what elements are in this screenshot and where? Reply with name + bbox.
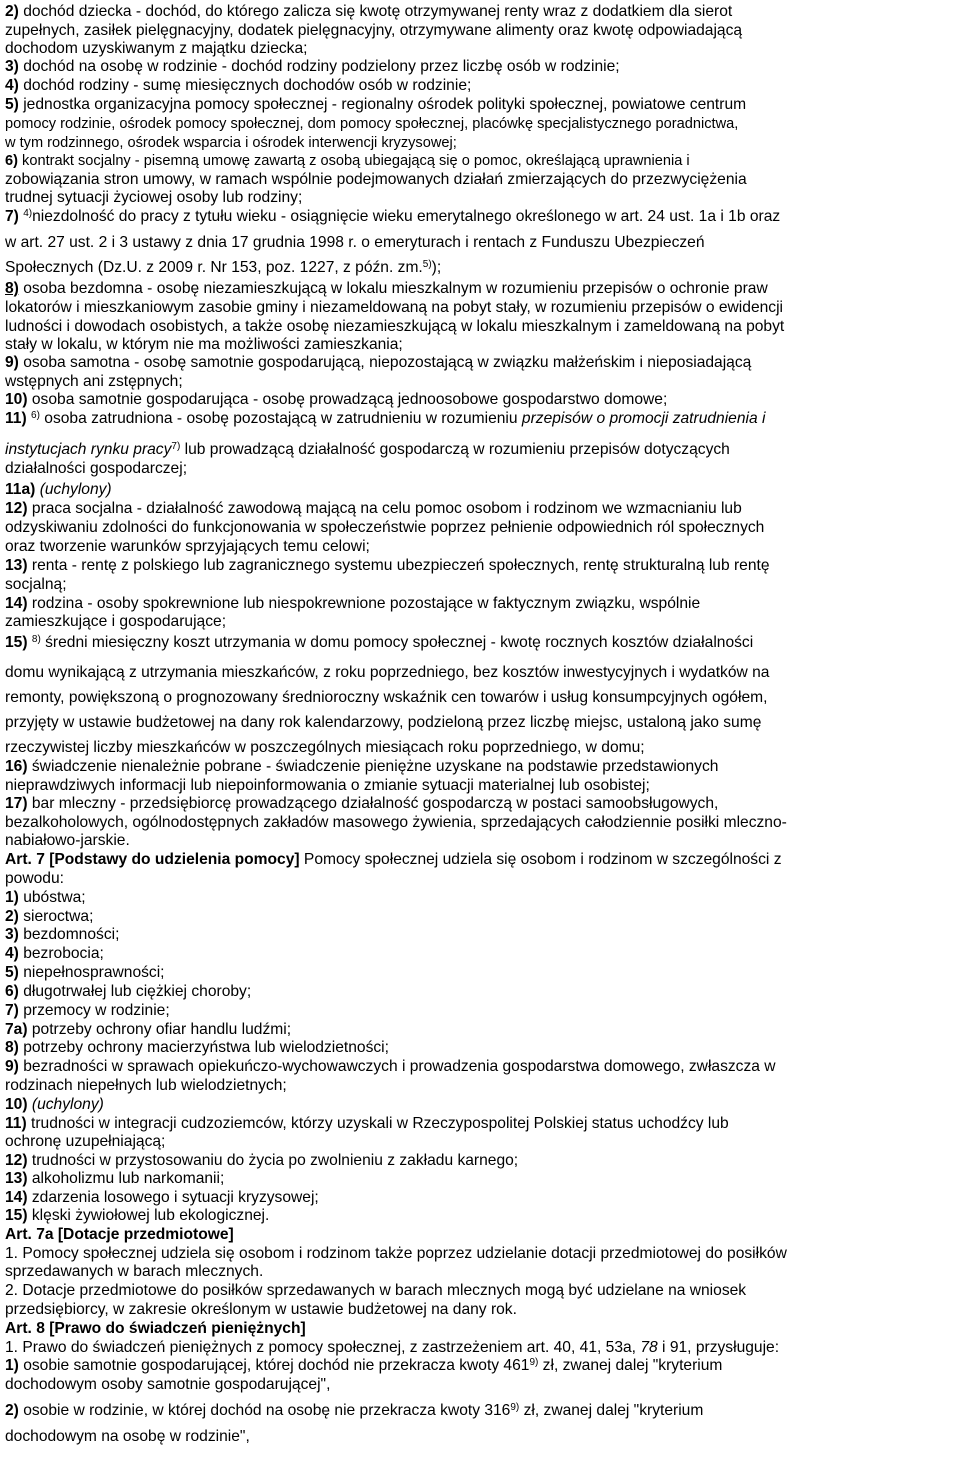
text-line — [5, 1039, 956, 1057]
text-line — [5, 1115, 956, 1133]
text-line — [5, 1077, 956, 1095]
text-line — [5, 634, 956, 652]
text-run: przedsiębiorcy, w zakresie określonym w ustawie budżetowej na dany rok. — [5, 1301, 517, 1318]
text-line — [5, 1263, 956, 1281]
text-line — [5, 832, 956, 850]
text-line — [5, 1282, 956, 1300]
text-run: bezdomności; — [18, 926, 120, 943]
text-run: rodzina - osoby spokrewnione lub niespokrewnione pozostające w faktycznym związku, wspólnie — [27, 595, 701, 612]
text-run: w art. 27 ust. 2 i 3 ustawy z dnia 17 grudnia 1998 r. o emeryturach i rentach z Funduszu Ubezpieczeń — [5, 234, 705, 251]
item-number: 2) — [5, 908, 19, 925]
text-line — [5, 851, 956, 869]
text-run: bar mleczny - przedsiębiorcę prowadzącego działalność gospodarczą w postaci samoobsługowych, — [27, 795, 719, 812]
text-line — [5, 983, 956, 1001]
text-line — [5, 96, 956, 114]
item-number: 12) — [5, 500, 28, 517]
item-number: 10) — [5, 391, 28, 408]
text-run: sieroctwa; — [18, 908, 94, 925]
text-line — [5, 758, 956, 776]
text-run: wstępnych ani zstępnych; — [5, 373, 183, 390]
item-number: 13) — [5, 557, 28, 574]
text-run: dochodowym na osobę w rodzinie", — [5, 1428, 250, 1445]
text-run: zł, zwanej dalej "kryterium — [538, 1357, 723, 1374]
text-run: odzyskiwaniu zdolności do funkcjonowania w społeczeństwie poprzez pełnienie odpowiednich ról społecznych — [5, 519, 765, 536]
text-line — [5, 77, 956, 95]
text-run: alkoholizmu lub narkomanii; — [27, 1170, 225, 1187]
text-line — [5, 1189, 956, 1207]
text-line — [5, 460, 956, 478]
text-run: 78 — [640, 1339, 658, 1356]
text-run: średni miesięczny koszt utrzymania w domu pomocy społecznej - kwotę rocznych kosztów działalności — [40, 634, 754, 651]
text-line — [5, 926, 956, 944]
text-run: instytucjach rynku pracy — [5, 441, 172, 458]
text-line — [5, 134, 956, 152]
text-line — [5, 22, 956, 40]
text-run: zupełnych, zasiłek pielęgnacyjny, dodatek pielęgnacyjny, otrzymywane alimenty oraz kwotę odpowiadającą — [5, 22, 743, 39]
text-run: ludności i dowodach osobistych, a także osobę niezamieszkującą w lokalu mieszkalnym i zameldowaną na pobyt — [5, 318, 785, 335]
text-line — [5, 208, 956, 226]
item-number: 2) — [5, 3, 19, 20]
text-line — [5, 870, 956, 888]
text-line — [5, 373, 956, 391]
text-line — [5, 1245, 956, 1263]
item-number: 5) — [5, 964, 19, 981]
text-run: Społecznych (Dz.U. z 2009 r. Nr 153, poz. 1227, z późn. zm. — [5, 259, 423, 276]
text-line — [5, 1133, 956, 1151]
text-run: potrzeby ochrony ofiar handlu ludźmi; — [27, 1021, 292, 1038]
text-run: osoba zatrudniona - osobę pozostającą w zatrudnieniu w rozumieniu — [39, 410, 522, 427]
text-line — [5, 739, 956, 757]
item-number: 15) — [5, 1207, 28, 1224]
text-run: osoba samotna - osobę samotnie gospodarującą, niepozostającą w związku małżeńskim i nieposiadającą — [18, 354, 752, 371]
text-run: trudności w przystosowaniu do życia po zwolnieniu z zakładu karnego; — [27, 1152, 519, 1169]
item-number: 11) — [5, 410, 27, 427]
text-run: lokatorów i mieszkaniowym zasobie gminy i niezameldowaną na pobyt stały, w rozumieniu przepisów o ewidencji — [5, 299, 784, 316]
text-run: zł, zwanej dalej "kryterium — [519, 1402, 704, 1419]
text-run: długotrwałej lub ciężkiej choroby; — [18, 983, 252, 1000]
text-run: przemocy w rodzinie; — [18, 1002, 170, 1019]
text-run: niezdolność do pracy z tytułu wieku - osiągnięcie wieku emerytalnego określonego w art. 24 ust. 1a i 1b oraz — [32, 208, 781, 225]
footnote-ref: 8) — [31, 634, 41, 645]
text-run: zobowiązania stron umowy, w ramach wspólnie podejmowanych działań zmierzających do przezwyciężenia — [5, 171, 747, 188]
item-number: 8) — [5, 1039, 19, 1056]
text-run: niepełnosprawności; — [18, 964, 165, 981]
item-number: 7a) — [5, 1021, 28, 1038]
text-run: praca socjalna - działalność zawodową mającą na celu pomoc osobom i rodzinom we wzmacnianiu lub — [27, 500, 742, 517]
text-run: (uchylony) — [35, 481, 112, 498]
text-line — [5, 1301, 956, 1319]
text-line — [5, 557, 956, 575]
text-run: 1. Prawo do świadczeń pieniężnych z pomocy społecznej, z zastrzeżeniem art. 40, 41, 53a, — [5, 1339, 641, 1356]
text-line — [5, 1226, 956, 1244]
text-line — [5, 1376, 956, 1394]
footnote-ref: 6) — [31, 410, 40, 421]
footnote-ref: 4) — [23, 208, 33, 219]
item-number: 1) — [5, 889, 19, 906]
text-run: jednostka organizacyjna pomocy społecznej - regionalny ośrodek polityki społecznej, powiatowe centrum — [18, 96, 747, 113]
item-number: 14) — [5, 1189, 28, 1206]
item-number: Art. 7a [Dotacje przedmiotowe] — [5, 1226, 234, 1243]
text-line — [5, 152, 956, 170]
text-run: domu wynikającą z utrzymania mieszkańców, z roku poprzedniego, bez kosztów inwestycyjnych i wydatków na — [5, 664, 770, 681]
text-run: 2. Dotacje przedmiotowe do posiłków sprzedawanych w barach mlecznych mogą być udzielane na wniosek — [5, 1282, 747, 1299]
text-run: powodu: — [5, 870, 64, 887]
item-number: 11a) — [5, 481, 36, 498]
text-run: ); — [431, 259, 442, 276]
text-line — [5, 777, 956, 795]
text-line — [5, 336, 956, 354]
text-run: (uchylony) — [27, 1096, 104, 1113]
text-run: osobie w rodzinie, w której dochód na osobę nie przekracza kwoty 316 — [18, 1402, 511, 1419]
text-line — [5, 1002, 956, 1020]
text-run: nieprawdziwych informacji lub niepoinformowania o zmianie sytuacji materialnej lub osobistej; — [5, 777, 650, 794]
text-line — [5, 234, 956, 252]
text-line — [5, 1428, 956, 1446]
text-run: dochód dziecka - dochód, do którego zalicza się kwotę otrzymywanej renty wraz z dodatkiem dla sierot — [18, 3, 733, 20]
text-line — [5, 189, 956, 207]
text-run: Pomocy społecznej udziela się osobom i rodzinom w szczególności z — [299, 851, 782, 868]
text-run: zdarzenia losowego i sytuacji kryzysowej; — [27, 1189, 319, 1206]
text-line — [5, 280, 956, 298]
text-line — [5, 1021, 956, 1039]
text-line — [5, 1339, 956, 1357]
text-line — [5, 1402, 956, 1420]
text-line — [5, 1058, 956, 1076]
text-line — [5, 814, 956, 832]
text-line — [5, 318, 956, 336]
item-number: 11) — [5, 1115, 27, 1132]
item-number: 2) — [5, 1402, 19, 1419]
text-run: remonty, powiększoną o prognozowany średnioroczny wskaźnik cen towarów i usług konsumpcyjnych ogółem, — [5, 689, 768, 706]
item-number: 12) — [5, 1152, 28, 1169]
text-run: rzeczywistej liczby mieszkańców w poszczególnych miesiącach roku poprzedniego, w domu; — [5, 739, 645, 756]
item-number: 17) — [5, 795, 28, 812]
text-line — [5, 538, 956, 556]
text-run: nabiałowo-jarskie. — [5, 832, 130, 849]
text-run: dochodom uzyskiwanym z majątku dziecka; — [5, 40, 308, 57]
text-line — [5, 576, 956, 594]
item-number: 6) — [5, 983, 19, 1000]
text-run: w tym rodzinnego, ośrodek wsparcia i ośrodek interwencji kryzysowej; — [5, 135, 457, 151]
text-run: stały w lokalu, w którym nie ma możliwości zamieszkania; — [5, 336, 403, 353]
text-run: osoba samotnie gospodarująca - osobę prowadzącą jednoosobowe gospodarstwo domowe; — [27, 391, 668, 408]
text-run: rodzinach niepełnych lub wielodzietnych; — [5, 1077, 287, 1094]
text-line — [5, 964, 956, 982]
text-run: i 91, przysługuje: — [657, 1339, 780, 1356]
text-run: oraz tworzenie warunków sprzyjających temu celowi; — [5, 538, 370, 555]
text-line — [5, 689, 956, 707]
text-line — [5, 1096, 956, 1114]
item-number: 14) — [5, 595, 28, 612]
item-number: 7) — [5, 208, 19, 225]
text-run: bezalkoholowych, ogólnodostępnych zakładów masowego żywienia, sprzedających całodziennie posiłki mleczno- — [5, 814, 787, 831]
text-run: dochód na osobę w rodzinie - dochód rodziny podzielony przez liczbę osób w rodzinie; — [18, 58, 620, 75]
text-line — [5, 3, 956, 21]
text-line — [5, 1357, 956, 1375]
text-run: świadczenie nienależnie pobrane - świadczenie pieniężne uzyskane na podstawie przedstawionych — [27, 758, 719, 775]
text-run: bezrobocia; — [18, 945, 104, 962]
text-run: zamieszkujące i gospodarujące; — [5, 613, 227, 630]
text-run: dochodowym osoby samotnie gospodarującej", — [5, 1376, 331, 1393]
item-number: 10) — [5, 1096, 28, 1113]
footnote-ref: 7) — [171, 441, 181, 452]
text-line — [5, 259, 956, 277]
text-run: sprzedawanych w barach mlecznych. — [5, 1263, 264, 1280]
text-line — [5, 391, 956, 409]
text-run: potrzeby ochrony macierzyństwa lub wielodzietności; — [18, 1039, 389, 1056]
text-run: osoba bezdomna - osobę niezamieszkującą w lokalu mieszkalnym w rozumieniu przepisów o ochronie praw — [18, 280, 768, 297]
text-run: działalności gospodarczej; — [5, 460, 188, 477]
text-run: klęski żywiołowej lub ekologicznej. — [27, 1207, 270, 1224]
text-run: kontrakt socjalny - pisemną umowę zawartą z osobą ubiegającą się o pomoc, określającą uprawnienia i — [17, 153, 690, 169]
text-line — [5, 171, 956, 189]
text-line — [5, 500, 956, 518]
text-line — [5, 519, 956, 537]
item-number: 4) — [5, 77, 19, 94]
text-line — [5, 58, 956, 76]
text-line — [5, 889, 956, 907]
text-run: socjalną; — [5, 576, 67, 593]
text-line — [5, 595, 956, 613]
item-number: 7) — [5, 1002, 19, 1019]
text-line — [5, 410, 956, 428]
text-run: 1. Pomocy społecznej udziela się osobom i rodzinom także poprzez udzielanie dotacji przedmiotowej do posiłków — [5, 1245, 787, 1262]
text-run: przepisów o promocji zatrudnienia i — [521, 410, 766, 427]
text-line — [5, 908, 956, 926]
text-line — [5, 795, 956, 813]
text-line — [5, 354, 956, 372]
text-run: trudnej sytuacji życiowej osoby lub rodziny; — [5, 189, 303, 206]
item-number: 9) — [5, 1058, 19, 1075]
item-number: 3) — [5, 58, 19, 75]
text-line — [5, 40, 956, 58]
text-run: ubóstwa; — [18, 889, 86, 906]
text-run: lub prowadzącą działalność gospodarczą w rozumieniu przepisów dotyczących — [180, 441, 730, 458]
item-number: 9) — [5, 354, 19, 371]
text-run: pomocy rodzinie, ośrodek pomocy społecznej, dom pomocy społecznej, placówkę specjalistycznego poradnictwa, — [5, 116, 739, 132]
text-line — [5, 714, 956, 732]
item-number: 1) — [5, 1357, 19, 1374]
text-line — [5, 441, 956, 459]
text-run: osobie samotnie gospodarującej, której dochód nie przekracza kwoty 461 — [18, 1357, 530, 1374]
text-line — [5, 1152, 956, 1170]
text-run: trudności w integracji cudzoziemców, którzy uzyskali w Rzeczypospolitej Polskiej status uchodźcy lub — [26, 1115, 729, 1132]
item-number: 3) — [5, 926, 19, 943]
item-number: 13) — [5, 1170, 28, 1187]
text-line — [5, 1320, 956, 1338]
text-line — [5, 945, 956, 963]
text-line — [5, 1170, 956, 1188]
footnote-ref: 9) — [529, 1357, 539, 1368]
item-number: 5) — [5, 96, 19, 113]
text-line — [5, 115, 956, 133]
item-number: 8) — [5, 280, 19, 297]
text-run: dochód rodziny - sumę miesięcznych dochodów osób w rodzinie; — [18, 77, 472, 94]
footnote-ref: 9) — [510, 1402, 520, 1413]
text-run: przyjęty w ustawie budżetowej na dany rok kalendarzowy, podzieloną przez liczbę miejsc, ustaloną jako sumę — [5, 714, 762, 731]
text-line — [5, 1207, 956, 1225]
item-number: 15) — [5, 634, 28, 651]
text-run: ochronę uzupełniającą; — [5, 1133, 166, 1150]
text-line — [5, 664, 956, 682]
text-run: bezradności w sprawach opiekuńczo-wychowawczych i prowadzenia gospodarstwa domowego, zwłaszcza w — [18, 1058, 776, 1075]
text-line — [5, 481, 956, 499]
text-line — [5, 299, 956, 317]
item-number: Art. 7 [Podstawy do udzielenia pomocy] — [5, 851, 300, 868]
footnote-ref: 5) — [422, 259, 432, 270]
item-number: 16) — [5, 758, 28, 775]
item-number: Art. 8 [Prawo do świadczeń pieniężnych] — [5, 1320, 306, 1337]
text-line — [5, 613, 956, 631]
item-number: 6) — [5, 153, 18, 169]
item-number: 4) — [5, 945, 19, 962]
text-run: renta - rentę z polskiego lub zagranicznego systemu ubezpieczeń społecznych, rentę strukturalną lub rentę — [27, 557, 770, 574]
